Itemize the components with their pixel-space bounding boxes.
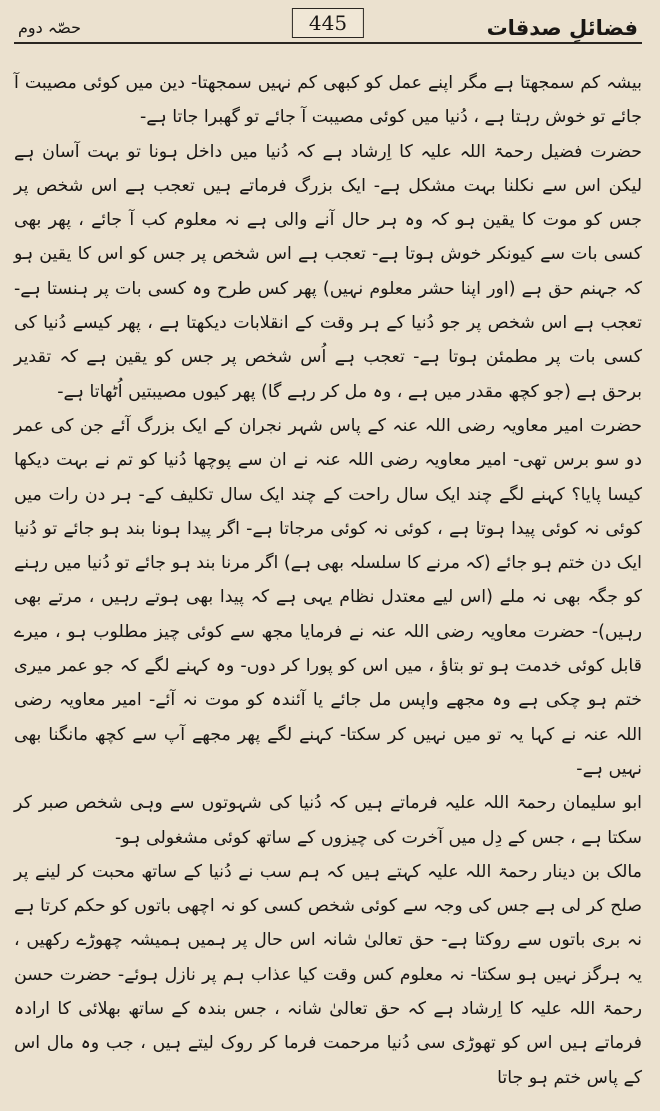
page-number: 445	[292, 8, 364, 38]
body-text	[14, 66, 642, 1095]
page-header	[14, 6, 642, 44]
paragraph: حضرت فضیل رحمۃ اللہ علیہ کا اِرشاد ہے کہ دُنیا میں داخل ہونا تو بہت آسان ہے لیکن اس سے نکلنا بہت مشکل ہے- ایک بزرگ فرماتے ہیں تعجب ہے اس شخص پر جس کو موت کا یقین ہو کہ وہ ہر حال آنے والی ہے نہ معلوم کب آ جائے ، پھر بھی کسی بات سے کیونکر خوش ہوتا ہے- تعجب ہے اس شخص پر جس کو اس کا یقین ہو کہ جہنم حق ہے (اور اپنا حشر معلوم نہیں) پھر کس طرح وہ کسی بات پر ہنستا ہے- تعجب ہے اس شخص پر جو دُنیا کے ہر وقت کے انقلابات دیکھتا ہے ، پھر کیسے دُنیا کی کسی بات پر مطمئن ہوتا ہے- تعجب ہے اُس شخص پر جس کو یقین ہے کہ تقدیر برحق ہے (جو کچھ مقدر میں ہے ، وہ مل کر رہے گا) پھر کیوں مصیبتیں اُٹھاتا ہے-	[14, 141, 642, 402]
paragraph: بیشہ کم سمجھتا ہے مگر اپنے عمل کو کبھی کم نہیں سمجھتا- دین میں کوئی مصیبت آ جائے تو خوش رہتا ہے ، دُنیا میں کوئی مصیبت آ جائے تو گھبرا جاتا ہے-	[14, 73, 642, 128]
paragraph: ابو سلیمان رحمۃ اللہ علیہ فرماتے ہیں کہ دُنیا کی شہوتوں سے وہی شخص صبر کر سکتا ہے ، جس کے دِل میں آخرت کی چیزوں کے ساتھ کوئی مشغولی ہو-	[14, 793, 642, 848]
book-title: فضائلِ صدقات	[486, 16, 638, 40]
paragraph: حضرت امیر معاویہ رضی اللہ عنہ کے پاس شہر نجران کے ایک بزرگ آئے جن کی عمر دو سو برس تھی- امیر معاویہ رضی اللہ عنہ نے ان سے پوچھا دُنیا کو تم نے بہت دیکھا کیسا پایا؟ کہنے لگے چند ایک سال راحت کے چند ایک سال تکلیف کے- ہر دن رات میں کوئی نہ کوئی پیدا ہوتا ہے ، کوئی نہ کوئی مرجاتا ہے- اگر پیدا ہونا بند ہو جائے تو دُنیا ایک دن ختم ہو جائے (کہ مرنے کا سلسلہ بھی ہے) اگر مرنا بند ہو جائے تو دُنیا میں رہنے کو جگہ بھی نہ ملے (اس لیے معتدل نظام یہی ہے کہ پیدا بھی ہوتے رہیں ، مرتے بھی رہیں)- حضرت معاویہ رضی اللہ عنہ نے فرمایا مجھ سے کوئی چیز مطلوب ہو ، میرے قابل کوئی خدمت ہو تو بتاؤ ، میں اس کو پورا کر دوں- وہ کہنے لگے کہ جو عمر میری ختم ہو چکی ہے وہ مجھے واپس مل جائے یا آئندہ کو موت نہ آئے- امیر معاویہ رضی اللہ عنہ نے کہا یہ تو میں نہیں کر سکتا- کہنے لگے پھر مجھے آپ سے کچھ مانگنا بھی نہیں ہے-	[14, 415, 642, 779]
paragraph: مالک بن دینار رحمۃ اللہ علیہ کہتے ہیں کہ ہم سب نے دُنیا کے ساتھ محبت کر لینے پر صلح کر لی ہے جس کی وجہ سے کوئی شخص کسی کو نہ اچھی باتوں کو حکم کرتا ہے نہ بری باتوں سے روکتا ہے- حق تعالیٰ شانہ اس حال پر ہمیں ہمیشہ چھوڑے رکھیں ، یہ ہرگز نہیں ہو سکتا- نہ معلوم کس وقت کیا عذاب ہم پر نازل ہوئے- حضرت حسن رحمۃ اللہ علیہ کا اِرشاد ہے کہ حق تعالیٰ شانہ ، جس بندہ کے ساتھ بھلائی کا ارادہ فرماتے ہیں اس کو تھوڑی سی دُنیا مرحمت فرما کر روک لیتے ہیں ، جب وہ مال اس کے پاس ختم ہو جاتا	[14, 861, 642, 1088]
section-label: حصّہ دوم	[18, 18, 81, 37]
